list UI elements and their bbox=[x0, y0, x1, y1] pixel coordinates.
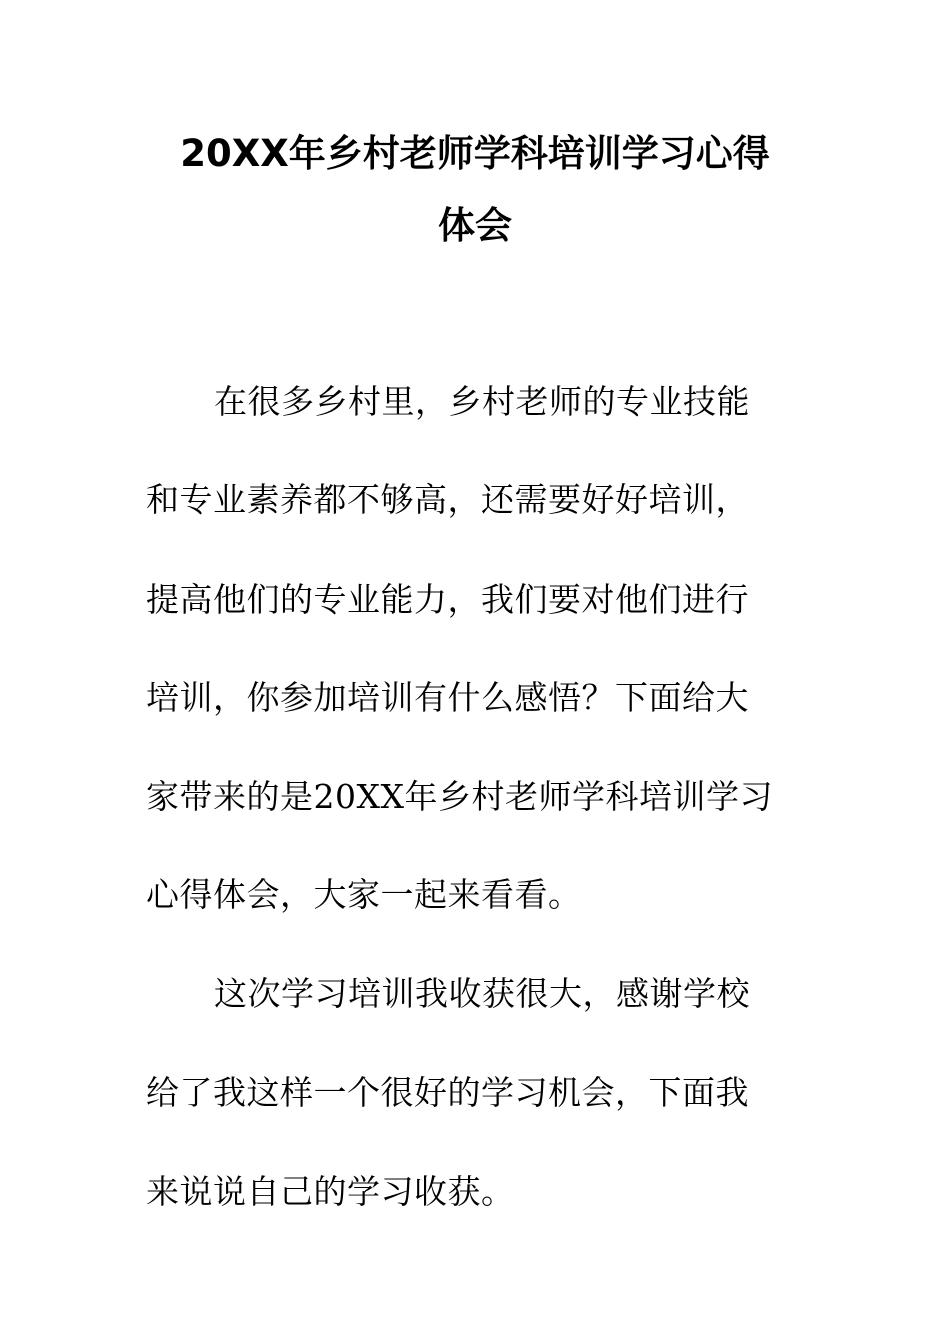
paragraph-1-line-2: 和专业素养都不够高，还需要好好培训， bbox=[146, 480, 749, 519]
paragraph-1-line-3: 提高他们的专业能力，我们要对他们进行 bbox=[146, 580, 749, 619]
paragraph-2-line-2: 给了我这样一个很好的学习机会，下面我 bbox=[146, 1073, 749, 1112]
paragraph-2-line-1: 这次学习培训我收获很大，感谢学校 bbox=[214, 974, 750, 1013]
paragraph-2-line-3: 来说说自己的学习收获。 bbox=[146, 1172, 515, 1211]
document-title-line-1: 20XX年乡村老师学科培训学习心得 bbox=[180, 132, 770, 175]
paragraph-1-line-6: 心得体会，大家一起来看看。 bbox=[146, 875, 582, 914]
paragraph-1-line-1: 在很多乡村里，乡村老师的专业技能 bbox=[214, 382, 750, 421]
paragraph-1-line-4: 培训，你参加培训有什么感悟？下面给大 bbox=[146, 678, 749, 717]
paragraph-1-line-5: 家带来的是20XX年乡村老师学科培训学习 bbox=[146, 777, 773, 816]
document-title-line-2: 体会 bbox=[438, 204, 512, 247]
